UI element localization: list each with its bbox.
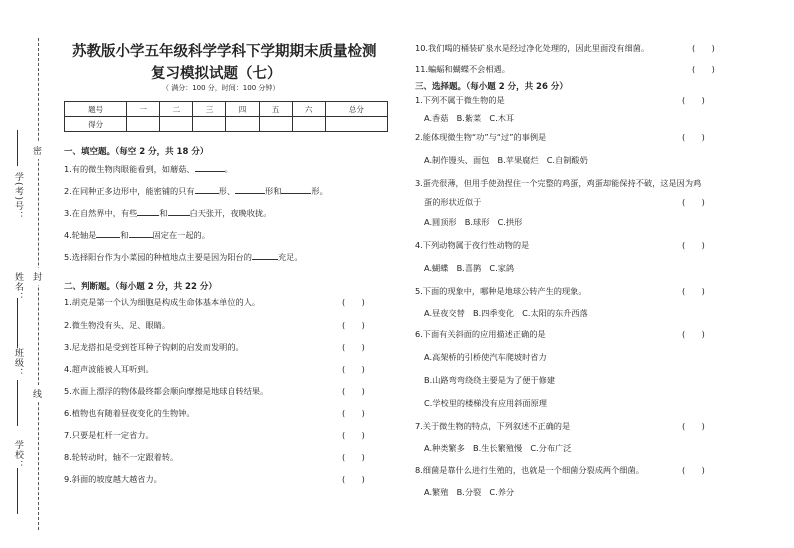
exam-title-line1: 苏教版小学五年级科学学科下学期期末质量检测 [72,44,377,60]
answer-paren[interactable]: ( ) [342,452,365,462]
exam-title-line2: 复习模拟试题（七） [151,66,282,82]
score-cell[interactable] [292,117,325,132]
fill-q2-text-b: 形、 [218,186,236,196]
school-label: 学校： [13,440,23,470]
fill-question-3 [64,208,271,219]
choice-q6-option-a: A.高架桥的引桥使汽车爬坡时省力 [424,352,547,362]
score-header-cell: 二 [160,102,193,117]
score-header-cell: 六 [292,102,325,117]
answer-paren[interactable]: ( ) [682,95,705,105]
answer-paren[interactable]: ( ) [342,364,365,374]
fill-q4-text-b: 和 [120,230,129,240]
answer-paren[interactable]: ( ) [682,421,705,431]
judge-question-2: 2.微生物没有头、足、眼睛。 [64,320,171,330]
answer-paren[interactable]: ( ) [342,386,365,396]
score-header-cell: 题号 [65,102,127,117]
choice-q4-options: A.蝴蝶 B.喜鹊 C.家鸽 [424,263,515,273]
seal-xian-label: 线 [33,385,42,402]
choice-question-7: 7.关于微生物的特点，下列叙述不正确的是 [415,421,571,431]
judge-question-10: 10.我们喝的桶装矿泉水是经过净化处理的，因此里面没有细菌。 [415,43,650,53]
fill-q5-text-b: 充足。 [277,252,303,262]
choice-q6-option-c: C.学校里的楼梯没有应用斜面原理 [424,398,547,408]
judge-question-1: 1.胡克是第一个认为细胞是构成生命体基本单位的人。 [64,297,261,307]
score-cell[interactable] [259,117,292,132]
choice-question-2: 2.能体现微生物“功”与“过”的事例是 [415,132,547,142]
score-cell[interactable] [325,117,387,132]
exam-subtitle: （ 满分：100 分，时间：100 分钟） [162,84,280,92]
score-cell[interactable] [226,117,259,132]
fill-q1-text-end: 。 [224,164,233,174]
score-table-header-row [65,102,388,117]
fill-q3-text-c: 白天张开，夜晚收拢。 [189,208,272,218]
score-cell[interactable] [193,117,226,132]
judge-question-6: 6.植物也有随着昼夜变化的生物钟。 [64,408,195,418]
binding-strip [0,0,58,548]
choice-q2-options: A.制作馒头、面包 B.苹果腐烂 C.自制酸奶 [424,155,588,165]
answer-blank[interactable] [137,215,159,216]
answer-paren[interactable]: ( ) [692,64,715,74]
answer-paren[interactable]: ( ) [342,342,365,352]
name-label: 姓名： [13,272,23,302]
choice-q7-options: A.种类繁多 B.生长繁殖慢 C.分布广泛 [424,443,572,453]
answer-blank[interactable] [168,215,190,216]
answer-blank[interactable] [281,193,311,194]
score-table [64,101,388,132]
score-row-label: 得分 [65,117,127,132]
choice-question-1: 1.下列不属于微生物的是 [415,95,505,105]
score-header-cell: 总分 [325,102,387,117]
judge-question-8: 8.轮转动时，轴不一定跟着转。 [64,452,179,462]
choice-q8-options: A.繁殖 B.分裂 C.养分 [424,487,515,497]
score-header-cell: 一 [127,102,160,117]
fill-q5-text: 5.选择阳台作为小菜园的种植地点主要是因为阳台的 [64,252,252,262]
answer-paren[interactable]: ( ) [692,43,715,53]
judge-question-11: 11.蝙蝠和蝴蝶不会相遇。 [415,64,510,74]
choice-question-5: 5.下面的现象中，哪种是地球公转产生的现象。 [415,286,587,296]
choice-q3-options: A.圆顶形 B.球形 C.拱形 [424,217,523,227]
section2-heading: 二、判断题。（每小题 2 分，共 22 分） [64,282,217,292]
judge-question-3: 3.尼龙搭扣是受到苍耳种子钩刺的启发而发明的。 [64,342,244,352]
fill-q1-text: 1.有的微生物肉眼能看到，如蘑菇、 [64,164,195,174]
answer-blank[interactable] [195,171,225,172]
score-cell[interactable] [160,117,193,132]
score-table-score-row [65,117,388,132]
fill-q2-text: 2.在同种正多边形中，能密铺的只有 [64,186,195,196]
answer-blank[interactable] [235,193,265,194]
answer-paren[interactable]: ( ) [682,329,705,339]
score-header-cell: 四 [226,102,259,117]
fill-q2-text-c: 形和 [265,186,282,196]
answer-paren[interactable]: ( ) [682,240,705,250]
class-label: 班级： [13,348,23,378]
answer-paren[interactable]: ( ) [682,465,705,475]
section3-heading: 三、选择题。（每小题 2 分，共 26 分） [415,82,568,92]
answer-blank[interactable] [252,259,278,260]
judge-question-4: 4.超声波能被人耳听到。 [64,364,154,374]
judge-question-9: 9.斜面的坡度越大越省力。 [64,474,162,484]
answer-paren[interactable]: ( ) [342,320,365,330]
student-number-label: 学(考)号： [13,172,23,222]
answer-paren[interactable]: ( ) [342,297,365,307]
choice-q6-option-b: B.山路弯弯绕绕主要是为了便于修建 [424,375,556,385]
seal-feng-label: 封 [33,268,42,285]
fill-q4-text-c: 固定在一起的。 [152,230,210,240]
student-number-line [17,130,18,166]
choice-q1-options: A.香菇 B.紫菜 C.木耳 [424,113,515,123]
name-line [17,298,18,348]
judge-question-5: 5.水面上漂浮的物体最终都会顺向摩擦是地球自转结果。 [64,386,269,396]
fill-q4-text: 4.轮轴是 [64,230,97,240]
answer-paren[interactable]: ( ) [682,197,705,207]
choice-question-6: 6.下面有关斜面的应用描述正确的是 [415,329,546,339]
fill-q3-text-b: 和 [159,208,168,218]
choice-question-8: 8.细菌是靠什么进行生殖的，也就是一个细菌分裂成两个细菌。 [415,465,644,475]
judge-question-7: 7.只要是杠杆一定省力。 [64,430,154,440]
fill-q2-text-d: 形。 [311,186,328,196]
answer-paren[interactable]: ( ) [342,474,365,484]
score-cell[interactable] [127,117,160,132]
fill-question-2 [64,186,328,197]
answer-paren[interactable]: ( ) [682,132,705,142]
answer-paren[interactable]: ( ) [342,408,365,418]
choice-q5-options: A.昼夜交替 B.四季变化 C.太阳的东升西落 [424,308,588,318]
answer-paren[interactable]: ( ) [342,430,365,440]
seal-mi-label: 密 [33,142,42,159]
answer-paren[interactable]: ( ) [682,286,705,296]
choice-question-3-line2: 蛋的形状近似于 [424,197,482,207]
fill-question-4 [64,230,210,241]
school-line [17,468,18,514]
choice-question-4: 4.下列动物属于夜行性动物的是 [415,240,530,250]
class-line [17,380,18,426]
section1-heading: 一、填空题。（每空 2 分，共 18 分） [64,147,209,157]
score-header-cell: 三 [193,102,226,117]
answer-blank[interactable] [195,193,219,194]
answer-blank[interactable] [129,237,153,238]
fill-q3-text: 3.在自然界中，有些 [64,208,138,218]
choice-question-3-line1: 3.蛋壳很薄，但用手使劲捏住一个完整的鸡蛋，鸡蛋却能保持不破，这是因为鸡 [415,178,702,188]
score-header-cell: 五 [259,102,292,117]
fill-question-5 [64,252,303,263]
fill-question-1 [64,164,233,175]
answer-blank[interactable] [96,237,120,238]
